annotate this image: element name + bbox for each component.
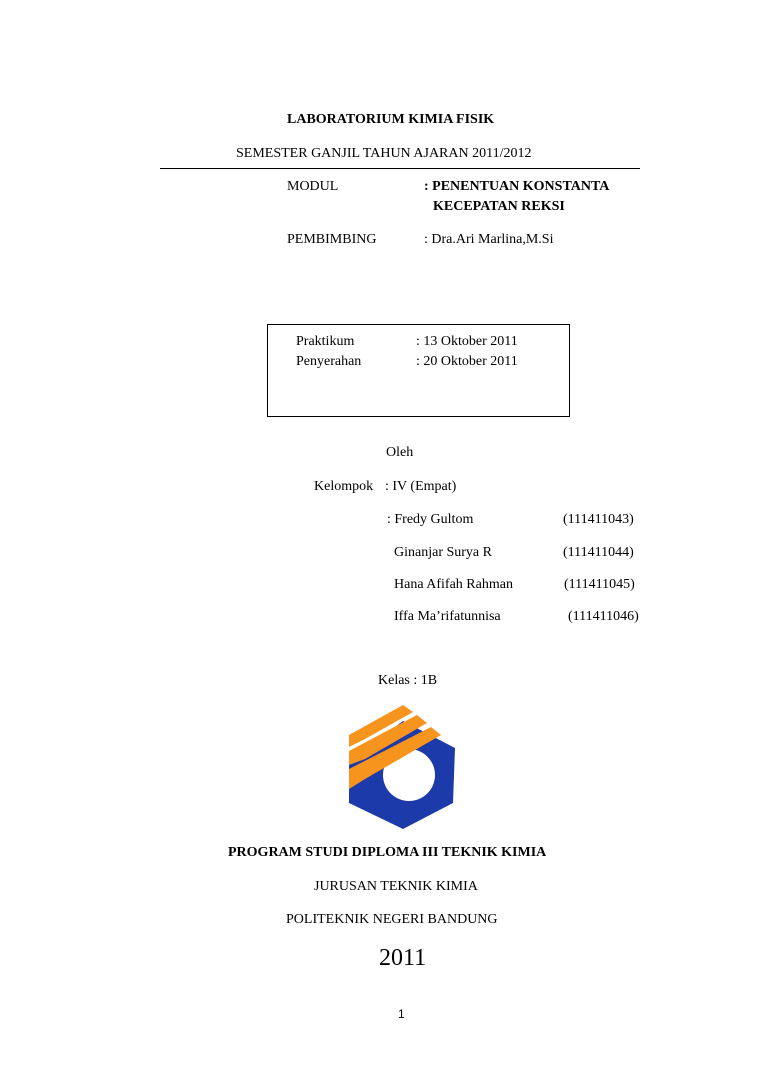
lab-title: LABORATORIUM KIMIA FISIK	[287, 112, 495, 127]
praktikum-value: : 13 Oktober 2011	[416, 334, 518, 349]
modul-value-line2: KECEPATAN REKSI	[433, 199, 565, 214]
member-name: Ginanjar Surya R	[394, 545, 492, 560]
year: 2011	[379, 945, 427, 971]
program-title: PROGRAM STUDI DIPLOMA III TEKNIK KIMIA	[228, 845, 547, 860]
kelas-line: Kelas : 1B	[378, 673, 438, 688]
semester-line: SEMESTER GANJIL TAHUN AJARAN 2011/2012	[236, 146, 532, 161]
modul-value-line1: : PENENTUAN KONSTANTA	[424, 179, 610, 194]
praktikum-label: Praktikum	[296, 334, 355, 349]
page-number: 1	[398, 1007, 405, 1021]
oleh-label: Oleh	[386, 445, 414, 460]
penyerahan-label: Penyerahan	[296, 354, 362, 369]
politeknik-line: POLITEKNIK NEGERI BANDUNG	[286, 912, 498, 927]
member-name: : Fredy Gultom	[387, 512, 474, 527]
modul-label: MODUL	[287, 179, 339, 194]
jurusan-line: JURUSAN TEKNIK KIMIA	[314, 879, 478, 894]
kelompok-label: Kelompok	[314, 479, 374, 494]
member-nim: (111411044)	[563, 545, 634, 560]
header-divider	[160, 168, 640, 169]
penyerahan-value: : 20 Oktober 2011	[416, 354, 518, 369]
kelompok-value: : IV (Empat)	[385, 479, 457, 494]
member-name: Hana Afifah Rahman	[394, 577, 513, 592]
pembimbing-label: PEMBIMBING	[287, 232, 377, 247]
member-nim: (111411045)	[564, 577, 635, 592]
member-nim: (111411043)	[563, 512, 634, 527]
polban-logo	[345, 703, 457, 829]
pembimbing-value: : Dra.Ari Marlina,M.Si	[424, 232, 554, 247]
member-nim: (111411046)	[568, 609, 639, 624]
member-name: Iffa Ma’rifatunnisa	[394, 609, 501, 624]
